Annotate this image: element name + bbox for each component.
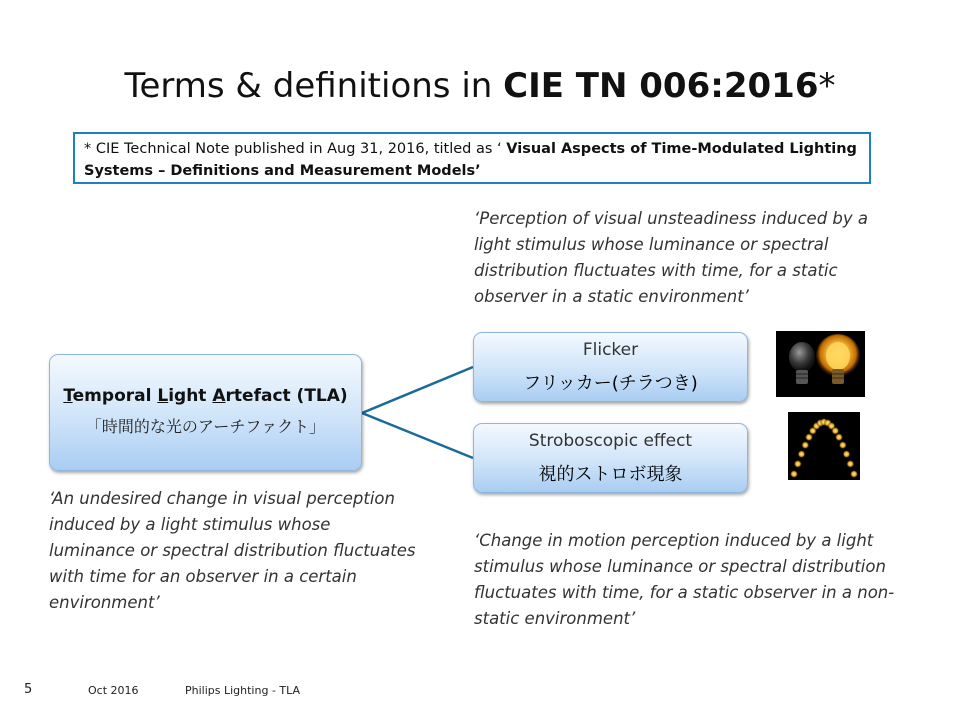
tla-letter-t: T: [63, 386, 73, 406]
strobo-definition: ‘Change in motion perception induced by a light stimulus whose luminance or spectral distribution fluctuates with time, for a static observer in a non-static environment’: [474, 531, 895, 628]
page-number: 5: [24, 682, 33, 697]
strobe-dot: [842, 450, 850, 458]
tla-rest-1: emporal: [72, 386, 158, 406]
tla-rest-2: ight: [168, 386, 213, 406]
footnote-line2-bold: Systems – Definitions and Measurement Models’: [84, 163, 481, 179]
tla-rest-3: rtefact (TLA): [225, 386, 348, 406]
tla-box: [49, 354, 362, 471]
connector-to-strobo: [362, 413, 473, 458]
tla-definition: ‘An undesired change in visual perception induced by a light stimulus whose luminance or spectral distribution fluctuates with time for an observer in a certain environment’: [49, 489, 416, 612]
strobe-dot: [846, 460, 854, 468]
footnote-line1-normal: * CIE Technical Note published in Aug 31, 2016, titled as ‘: [84, 141, 507, 157]
strobe-dot: [850, 470, 858, 478]
strobe-dot: [839, 441, 847, 449]
strobo-label: Stroboscopic effect: [528, 431, 693, 451]
flicker-japanese: フリッカー(チラつき): [523, 373, 698, 394]
footer-date: Oct 2016: [88, 684, 139, 697]
strobe-dot: [794, 460, 802, 468]
title-normal: Terms & definitions in: [124, 66, 504, 106]
title-bold: CIE TN 006:2016: [503, 66, 819, 106]
tla-letter-a: A: [212, 386, 226, 406]
tla-title: [50, 386, 361, 406]
flicker-label: Flicker: [582, 340, 639, 360]
footnote-line1-bold: Visual Aspects of Time-Modulated Lighting: [506, 141, 857, 157]
strobe-dot: [801, 441, 809, 449]
strobo-box: [473, 423, 748, 493]
strobe-dot: [797, 450, 805, 458]
strobe-dot: [835, 433, 843, 441]
light-bulbs-photo: [776, 331, 865, 397]
title-suffix: *: [818, 66, 836, 106]
tla-japanese: 「時間的な光のアーチファクト」: [85, 417, 326, 436]
strobo-japanese: 視的ストロボ現象: [538, 464, 683, 485]
connector-to-flicker: [362, 367, 473, 413]
flicker-definition: ‘Perception of visual unsteadiness induced by a light stimulus whose luminance or spectral distribution fluctuates with time, for a static observer in a static environment’: [474, 209, 869, 306]
tla-letter-l: L: [157, 386, 169, 406]
strobe-dot: [790, 470, 798, 478]
stroboscopic-dots-photo: [788, 412, 860, 480]
flicker-box: [473, 332, 748, 402]
footer-company: Philips Lighting - TLA: [185, 684, 301, 697]
